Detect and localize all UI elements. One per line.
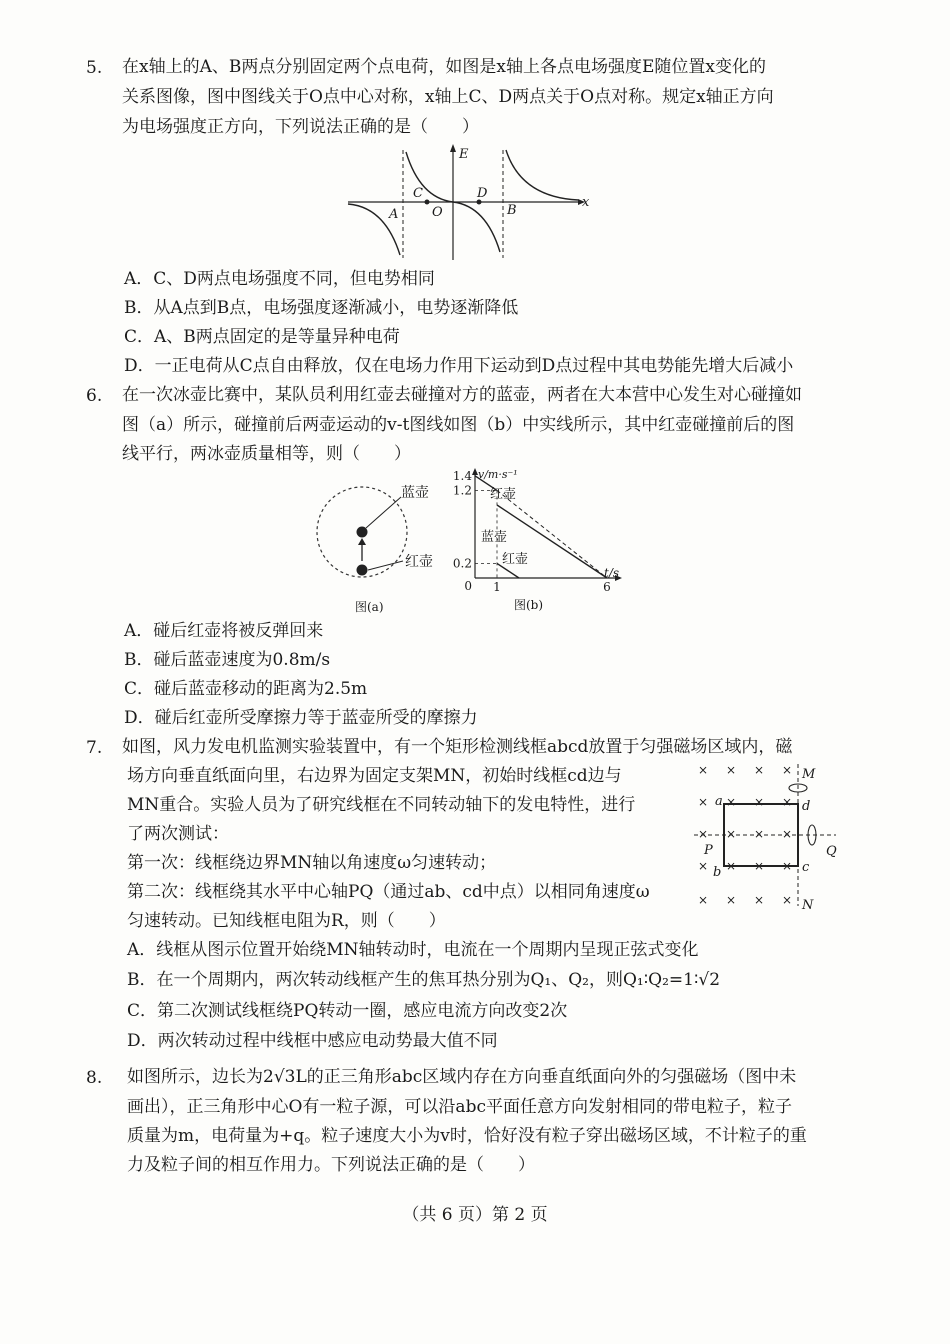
field-cross-1-0: × [698,795,709,809]
page-footer: （共 6 页）第 2 页 [402,1205,548,1225]
label-red: 红壶 [405,554,433,570]
label-b: B [507,203,517,218]
blue-stone [357,527,368,538]
label-red-bottom: 红壶 [502,552,529,567]
tick-t-6: 6 [603,580,611,594]
q7-text-line-5: 第一次：线框绕边界MN轴以角速度ω匀速转动； [127,853,497,873]
label-d: D [477,186,488,201]
label-red-top: 红壶 [490,487,517,502]
label-e: E [459,147,469,162]
field-cross-3-3: × [782,859,793,873]
label-coil-c: c [802,860,810,875]
x-axis-label: t/s [604,566,620,580]
curve-right-of-b [506,150,578,200]
field-cross-1-3: × [782,795,793,809]
q7-number: 7. [86,738,103,758]
label-m: M [802,767,816,782]
label-p: P [704,843,713,858]
q8-text-line-3: 质量为m，电荷量为+q。粒子速度大小为v时，恰好没有粒子穿出磁场区域，不计粒子的重 [127,1126,807,1146]
caption-a: 图(a) [355,600,384,614]
point-c [425,200,430,205]
field-cross-0-2: × [754,763,765,777]
q6-text-line-1: 在一次冰壶比赛中，某队员利用红壶去碰撞对方的蓝壶，两者在大本营中心发生对心碰撞如 [122,385,802,405]
blue-leader [366,497,401,528]
q5-option-c: C．A、B两点固定的是等量异种电荷 [124,327,400,347]
tick-t-1: 1 [493,580,501,594]
arrow-up-icon [358,538,366,545]
label-a: A [389,207,399,222]
q6-vt-chart [450,468,630,616]
red-stone [357,565,368,576]
q5-number: 5. [86,58,103,78]
q7-text-line-1: 如图，风力发电机监测实验装置中，有一个矩形检测线框abcd放置于匀强磁场区域内，磁 [122,737,793,757]
tick-1-4: 1.4 [452,468,472,483]
field-cross-0-3: × [782,763,793,777]
field-cross-3-2: × [754,859,765,873]
field-cross-0-0: × [698,763,709,777]
field-cross-3-1: × [726,859,737,873]
q7-text-line-4: 了两次测试： [127,824,229,844]
q6-option-a: A．碰后红壶将被反弹回来 [124,621,324,641]
q5-text-line-1: 在x轴上的A、B两点分别固定两个点电荷，如图是x轴上各点电场强度E随位置x变化的 [122,57,766,77]
q7-text-line-7: 匀速转动。已知线框电阻为R，则（ ） [127,911,446,931]
q7-option-d: D．两次转动过程中线框中感应电动势最大值不同 [127,1031,498,1051]
q8-text-line-1: 如图所示，边长为2√3L的正三角形abc区域内存在方向垂直纸面向外的匀强磁场（图中未 [127,1067,797,1087]
label-coil-b: b [713,865,722,880]
label-x: x [582,195,590,210]
field-cross-2-0: × [698,827,709,841]
field-cross-2-3: × [782,827,793,841]
q6-option-b: B．碰后蓝壶速度为0.8m/s [124,650,331,670]
q5-e-x-graph [340,140,590,265]
q5-text-line-3: 为电场强度正方向，下列说法正确的是（ ） [122,117,479,137]
e-axis-arrow-icon [450,144,456,152]
y-axis-label: v/m·s⁻¹ [478,468,518,481]
label-coil-a: a [715,794,723,809]
q6-text-line-2: 图（a）所示，碰撞前后两壶运动的v-t图线如图（b）中实线所示，其中红壶碰撞前后的图 [122,415,795,435]
red-leader [368,561,403,570]
label-coil-d: d [802,799,811,814]
q7-text-line-3: MN重合。实验人员为了研究线框在不同转动轴下的发电特性，进行 [127,795,636,815]
q6-figure-a [305,475,455,615]
field-cross-2-2: × [754,827,765,841]
field-cross-0-1: × [726,763,737,777]
q5-text-line-2: 关系图像，图中图线关于O点中心对称，x轴上C、D两点关于O点对称。规定x轴正方向 [122,87,774,107]
caption-b: 图(b) [514,598,544,612]
tick-0-2: 0.2 [452,556,472,571]
q8-text-line-4: 力及粒子间的相互作用力。下列说法正确的是（ ） [127,1155,535,1175]
q8-number: 8. [86,1068,103,1088]
field-cross-4-0: × [698,893,709,907]
q7-option-a: A．线框从图示位置开始绕MN轴转动时，电流在一个周期内呈现正弦式变化 [127,940,699,960]
q7-text-line-6: 第二次：线框绕其水平中心轴PQ（通过ab、cd中点）以相同角速度ω [127,882,650,902]
tick-1-2: 1.2 [452,483,472,498]
label-q: Q [826,844,837,859]
series-line-1 [497,505,607,578]
q6-option-c: C．碰后蓝壶移动的距离为2.5m [124,679,368,699]
field-cross-1-2: × [754,795,765,809]
tick-0: 0 [464,579,472,593]
field-cross-3-0: × [698,859,709,873]
q5-option-a: A．C、D两点电场强度不同，但电势相同 [124,269,435,289]
q6-number: 6. [86,386,103,406]
q8-text-line-2: 画出），正三角形中心O有一粒子源，可以沿abc平面任意方向发射相同的带电粒子，粒子 [127,1097,792,1117]
field-cross-2-1: × [726,827,737,841]
q7-option-c: C．第二次测试线框绕PQ转动一圈，感应电流方向改变2次 [127,1001,568,1021]
q5-option-b: B．从A点到B点，电场强度逐渐减小，电势逐渐降低 [124,298,519,318]
label-c: C [413,186,423,201]
field-cross-1-1: × [726,795,737,809]
q7-option-b: B．在一个周期内，两次转动线框产生的焦耳热分别为Q₁、Q₂，则Q₁∶Q₂=1∶√2 [127,970,721,990]
q7-text-line-2: 场方向垂直纸面向里，右边界为固定支架MN，初始时线框cd边与 [127,766,622,786]
label-n: N [802,898,814,913]
q7-figure [686,758,851,918]
q6-option-d: D．碰后红壶所受摩擦力等于蓝壶所受的摩擦力 [124,708,478,728]
field-cross-4-1: × [726,893,737,907]
q6-text-line-3: 线平行，两冰壶质量相等，则（ ） [122,444,411,464]
label-blue-line: 蓝壶 [481,530,508,545]
field-cross-4-2: × [754,893,765,907]
field-cross-4-3: × [782,893,793,907]
q5-option-d: D．一正电荷从C点自由释放，仅在电场力作用下运动到D点过程中其电势能先增大后减小 [124,356,794,376]
label-o: O [432,205,443,220]
label-blue: 蓝壶 [401,485,429,501]
